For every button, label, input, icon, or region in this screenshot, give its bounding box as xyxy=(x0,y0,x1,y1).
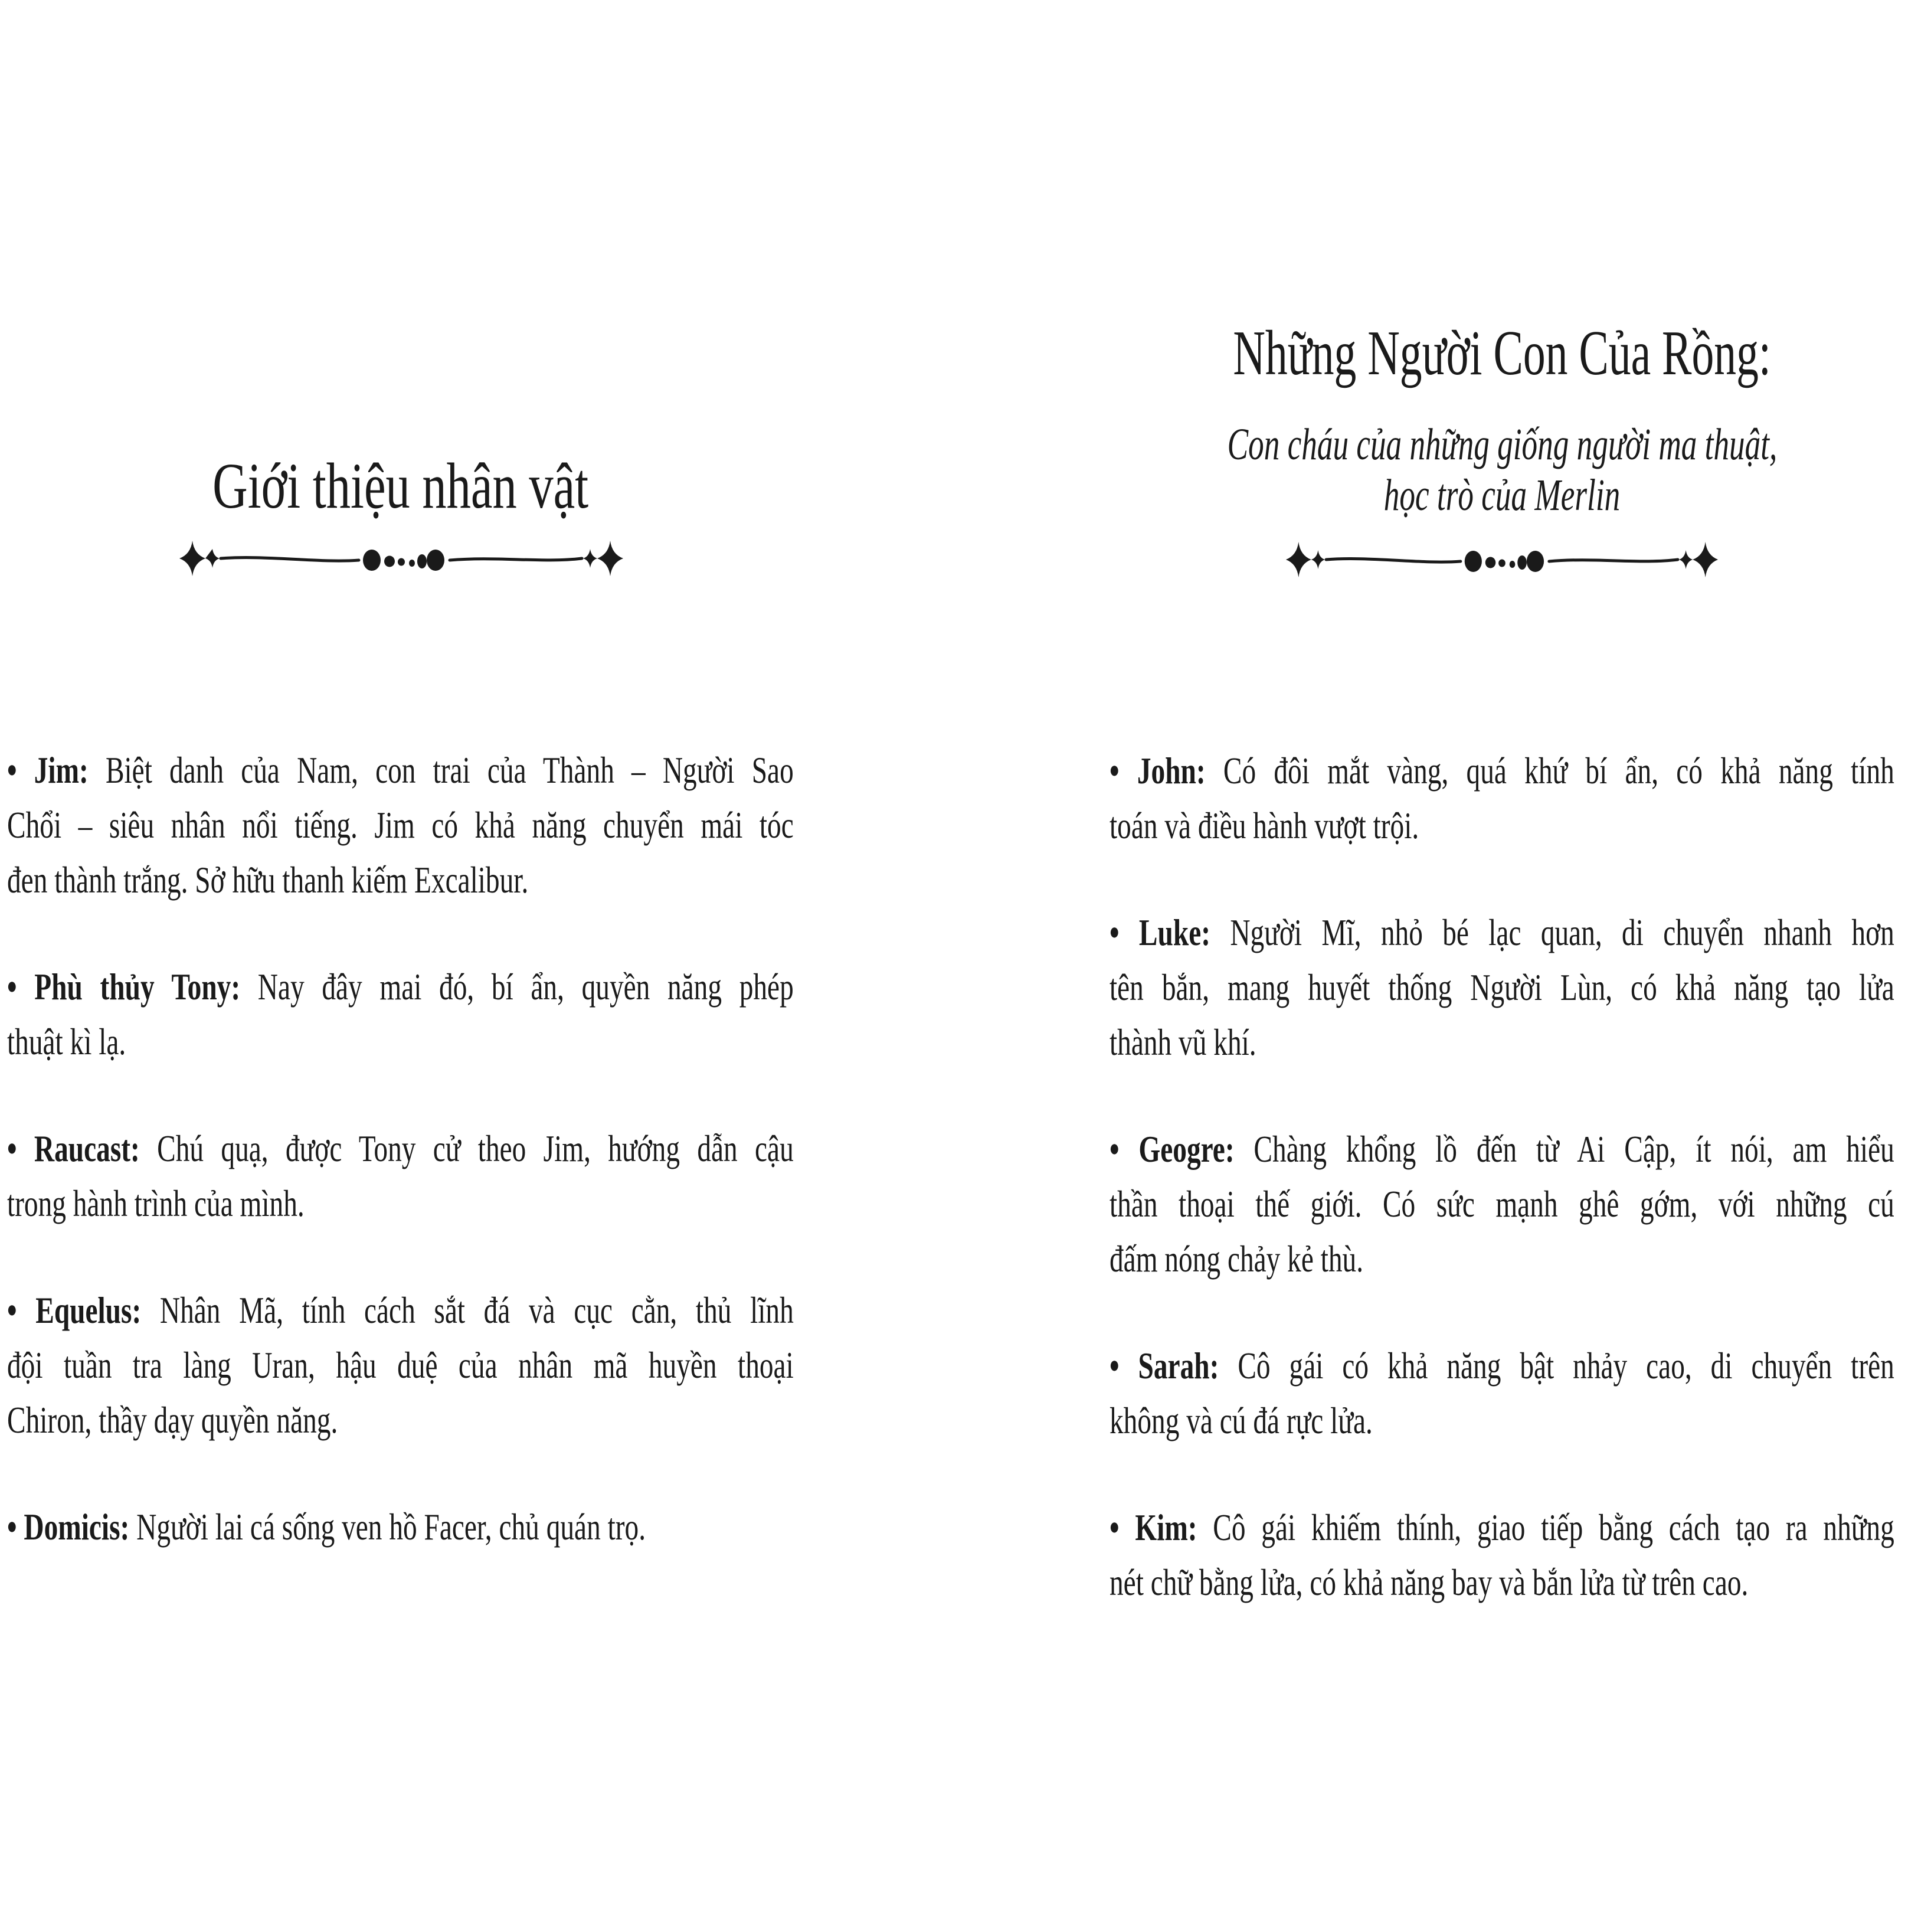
ornament-dot xyxy=(1485,557,1496,568)
character-name: Phù thủy Tony: xyxy=(34,966,241,1008)
left-divider-ornament xyxy=(177,539,626,580)
character-entry-domicis xyxy=(7,1499,794,1554)
right-page-title-text: Những Người Con Của Rồng: xyxy=(1233,318,1771,388)
character-entry-geogre xyxy=(1109,1122,1894,1286)
ornament-dot xyxy=(398,558,405,566)
ornament-dot xyxy=(384,556,395,567)
character-desc: Chiron, thầy dạy quyền năng. xyxy=(7,1399,338,1441)
character-desc: Người lai cá sống ven hồ Facer, chủ quán trọ. xyxy=(136,1506,646,1548)
character-name: Sarah: xyxy=(1138,1345,1219,1387)
character-desc: nét chữ bằng lửa, có khả năng bay và bắn lửa từ trên cao. xyxy=(1109,1561,1749,1603)
right-character-list xyxy=(1109,743,1894,1662)
ornament-dot xyxy=(1498,560,1505,567)
character-entry-equelus xyxy=(7,1283,794,1447)
right-divider-ornament xyxy=(1284,540,1720,581)
bullet-icon: • xyxy=(7,1127,17,1169)
character-entry-jim xyxy=(7,743,794,907)
character-desc: Nay đây mai đó, bí ẩn, quyền năng phép xyxy=(257,966,794,1008)
character-desc: trong hành trình của mình. xyxy=(7,1182,305,1224)
character-desc: đội tuần tra làng Uran, hậu duệ của nhân mã huyền thoại xyxy=(7,1344,794,1386)
character-desc: không và cú đá rực lửa. xyxy=(1109,1400,1373,1441)
diamond-star-icon xyxy=(179,541,205,576)
character-desc: thần thoại thế giới. Có sức mạnh ghê gớm, với những cú xyxy=(1109,1183,1894,1225)
left-page-title xyxy=(7,450,794,522)
character-name: Equelus: xyxy=(35,1289,142,1331)
character-entry-luke xyxy=(1109,905,1894,1070)
character-desc: Biệt danh của Nam, con trai của Thành – Người Sao xyxy=(105,749,794,791)
ornament-dot xyxy=(1517,555,1527,570)
ornament-line xyxy=(1326,558,1461,562)
diamond-star-icon xyxy=(1311,550,1325,569)
divider-ornament-graphic xyxy=(177,539,626,580)
character-name: Jim: xyxy=(34,749,89,791)
ornament-dot xyxy=(409,560,415,567)
character-entry-john xyxy=(1109,743,1894,853)
left-page-title-text: Giới thiệu nhân vật xyxy=(212,450,589,522)
ornament-line xyxy=(1549,560,1678,561)
ornament-dot xyxy=(363,550,381,571)
bullet-icon: • xyxy=(1109,750,1120,792)
character-desc: Chàng khổng lồ đến từ Ai Cập, ít nói, am hiểu xyxy=(1253,1128,1894,1170)
character-desc: Cô gái khiếm thính, giao tiếp bằng cách tạo ra những xyxy=(1213,1506,1894,1548)
character-desc: thành vũ khí. xyxy=(1109,1021,1256,1063)
character-desc: thuật kì lạ. xyxy=(7,1021,126,1063)
ornament-line xyxy=(450,558,582,560)
bullet-icon: • xyxy=(1109,1506,1120,1548)
bullet-icon: • xyxy=(7,966,17,1008)
right-page-subtitle xyxy=(1109,419,1894,521)
character-desc: Có đôi mắt vàng, quá khứ bí ẩn, có khả năng tính xyxy=(1223,750,1894,792)
character-desc: Chổi – siêu nhân nổi tiếng. Jim có khả năng chuyển mái tóc xyxy=(7,804,794,846)
bullet-icon: • xyxy=(1109,1345,1120,1387)
bullet-icon: • xyxy=(7,1289,17,1331)
character-name: Kim: xyxy=(1135,1506,1197,1548)
right-page-title xyxy=(1109,318,1894,388)
diamond-star-icon xyxy=(583,549,597,568)
ornament-dot xyxy=(1510,561,1516,568)
bullet-icon: • xyxy=(1109,911,1120,953)
character-desc: Người Mĩ, nhỏ bé lạc quan, di chuyển nhanh hơn xyxy=(1230,911,1894,953)
subtitle-line: Con cháu của những giống người ma thuật, xyxy=(1227,420,1778,469)
character-name: John: xyxy=(1137,750,1206,792)
character-desc: tên bắn, mang huyết thống Người Lùn, có khả năng tạo lửa xyxy=(1109,966,1894,1008)
ornament-dot xyxy=(1465,551,1482,572)
ornament-dot xyxy=(1527,551,1544,572)
diamond-star-icon xyxy=(1679,550,1693,569)
character-desc: Nhân Mã, tính cách sắt đá và cục cằn, thủ lĩnh xyxy=(159,1289,794,1331)
character-name: Domicis: xyxy=(24,1506,130,1548)
left-character-list xyxy=(7,743,794,1606)
character-desc: đen thành trắng. Sở hữu thanh kiếm Excalibur. xyxy=(7,859,529,901)
ornament-line xyxy=(221,557,359,561)
subtitle-line: học trò của Merlin xyxy=(1383,470,1621,520)
diamond-star-icon xyxy=(205,549,220,568)
character-name: Luke: xyxy=(1138,911,1210,953)
character-desc: Chú quạ, được Tony cử theo Jim, hướng dẫn cậu xyxy=(157,1127,794,1169)
ornament-dot xyxy=(427,550,444,571)
diamond-star-icon xyxy=(1693,542,1718,577)
character-entry-tony xyxy=(7,959,794,1069)
ornament-dot xyxy=(417,554,427,568)
divider-ornament-graphic xyxy=(1284,540,1720,581)
bullet-icon: • xyxy=(7,749,17,791)
character-desc: đấm nóng chảy kẻ thù. xyxy=(1109,1238,1364,1280)
character-name: Raucast: xyxy=(34,1127,140,1169)
bullet-icon: • xyxy=(7,1506,17,1548)
character-entry-kim xyxy=(1109,1500,1894,1610)
diamond-star-icon xyxy=(597,541,623,576)
character-name: Geogre: xyxy=(1138,1128,1235,1170)
character-entry-raucast xyxy=(7,1121,794,1231)
bullet-icon: • xyxy=(1109,1128,1120,1170)
character-desc: toán và điều hành vượt trội. xyxy=(1109,805,1419,846)
character-desc: Cô gái có khả năng bật nhảy cao, di chuyển trên xyxy=(1238,1345,1894,1387)
character-entry-sarah xyxy=(1109,1338,1894,1448)
diamond-star-icon xyxy=(1286,542,1311,577)
